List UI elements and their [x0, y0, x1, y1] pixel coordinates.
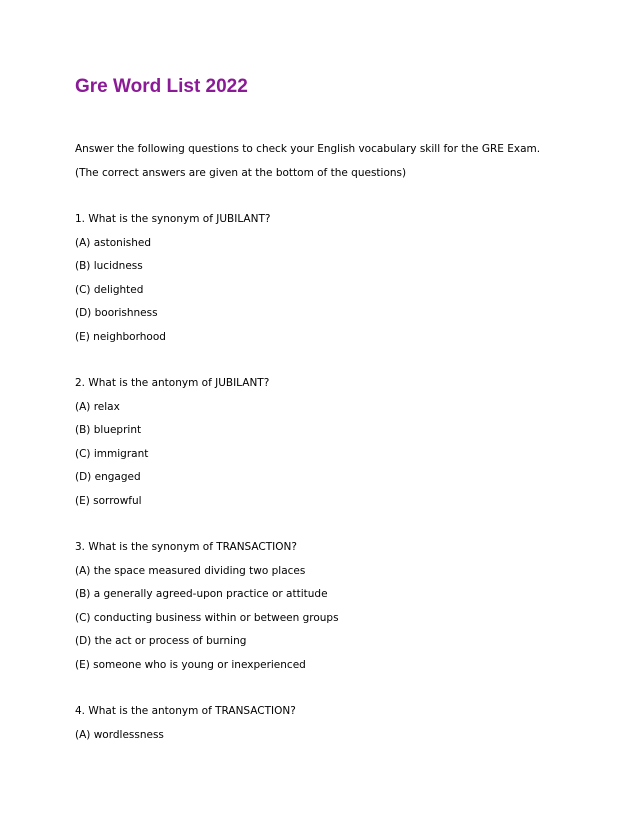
document-title: Gre Word List 2022	[75, 76, 248, 97]
answer-option: (A) astonished	[75, 237, 151, 249]
answer-option: (E) someone who is young or inexperienced	[75, 659, 306, 671]
answer-option: (B) lucidness	[75, 260, 143, 272]
question-prompt: 3. What is the synonym of TRANSACTION?	[75, 541, 297, 553]
answer-option: (C) conducting business within or between groups	[75, 612, 339, 624]
answer-option: (B) a generally agreed-upon practice or attitude	[75, 588, 328, 600]
question-prompt: 2. What is the antonym of JUBILANT?	[75, 377, 270, 389]
answer-option: (D) boorishness	[75, 307, 158, 319]
answer-option: (B) blueprint	[75, 424, 142, 436]
answer-option: (A) relax	[75, 401, 120, 413]
question-prompt: 1. What is the synonym of JUBILANT?	[75, 213, 271, 225]
answer-option: (E) sorrowful	[75, 495, 142, 507]
answer-option: (A) wordlessness	[75, 729, 164, 741]
answer-option: (E) neighborhood	[75, 331, 166, 343]
answer-option: (A) the space measured dividing two places	[75, 565, 306, 577]
answer-option: (C) delighted	[75, 284, 144, 296]
answer-option: (D) the act or process of burning	[75, 635, 247, 647]
question-prompt: 4. What is the antonym of TRANSACTION?	[75, 705, 296, 717]
intro-line-1: Answer the following questions to check your English vocabulary skill for the GRE Exam.	[75, 143, 541, 155]
answer-option: (C) immigrant	[75, 448, 149, 460]
intro-line-2: (The correct answers are given at the bottom of the questions)	[75, 167, 407, 179]
answer-option: (D) engaged	[75, 471, 141, 483]
